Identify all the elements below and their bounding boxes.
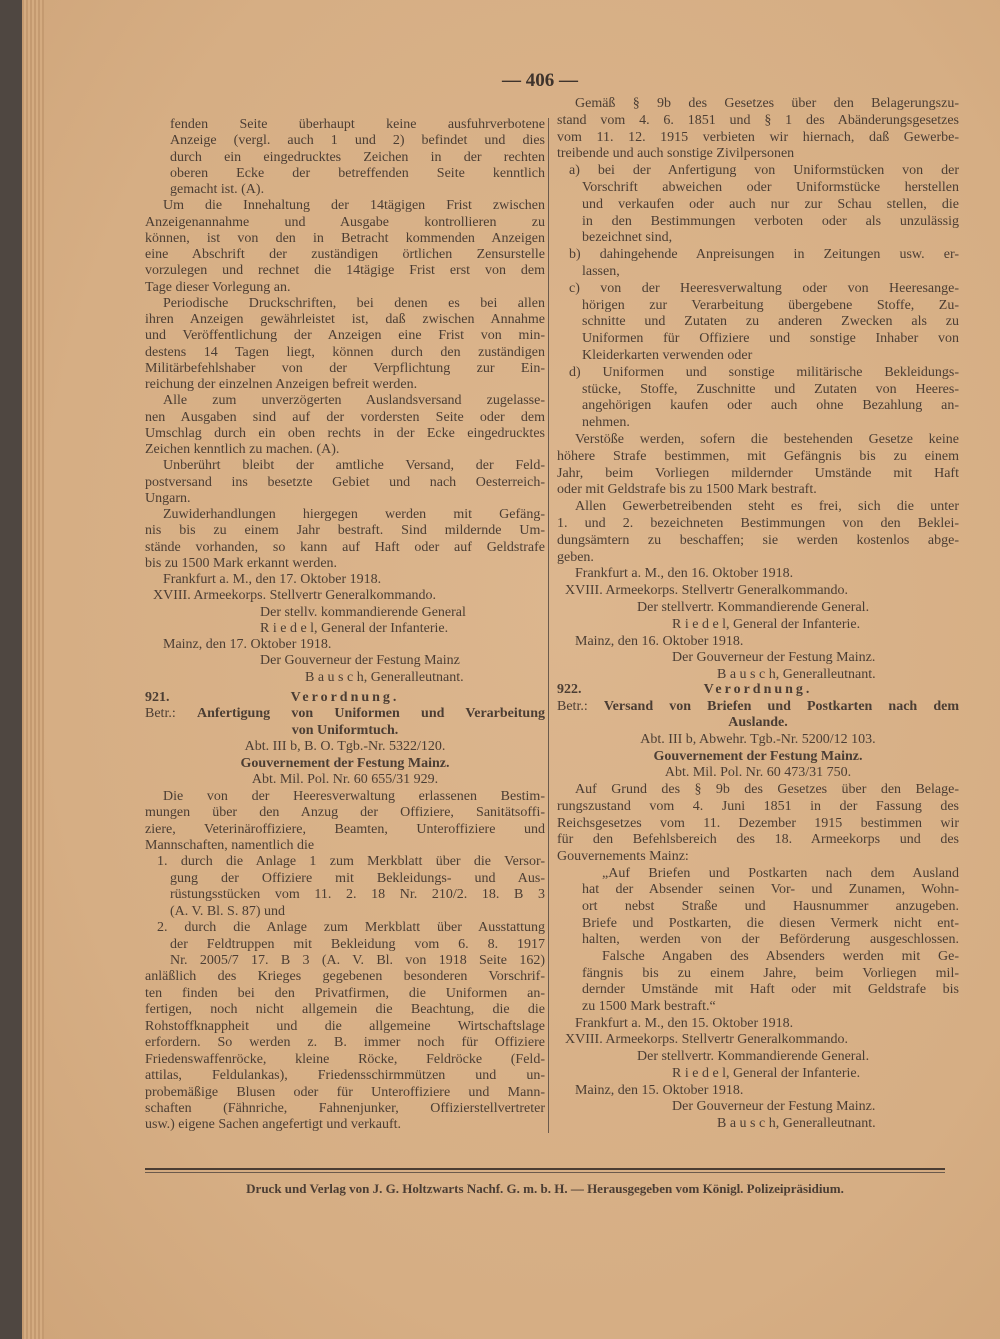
subject-line <box>145 706 545 722</box>
subject-prefix: Betr.: <box>557 698 604 714</box>
text-line: Frankfurt a. M., den 16. Oktober 1918. <box>575 566 794 582</box>
text-line: nehmen. <box>582 415 630 431</box>
text-line: „Auf Briefen und Postkarten nach dem Ausland <box>602 865 959 881</box>
text-line: Der Gouverneur der Festung Mainz <box>260 653 460 669</box>
left-column-top <box>145 117 545 686</box>
text-line: Allen Gewerbetreibenden steht es frei, sich die unter <box>575 499 959 515</box>
text-line: postversand ins besetzte Gebiet und nach Oesterreich- <box>145 474 545 490</box>
text-line: erfordern. So werden z. B. immer noch für Offiziere <box>145 1035 545 1051</box>
text-line: Der stellvertr. Kommandierende General. <box>637 1049 870 1065</box>
text-line: und Veröffentlichung der Anzeigen eine Frist von min- <box>145 328 545 344</box>
text-line: nen Ausgaben sind auf der vordersten Seite oder dem <box>145 409 545 425</box>
text-line: ziere, Veterinäroffiziere, Beamten, Unteroffiziere und <box>145 821 545 837</box>
text-line: Mannschaften, namentlich die <box>145 837 315 853</box>
text-line: stücke, Stoffe, Zuschnitte und Zutaten von Heeres- <box>582 381 959 397</box>
text-line: gung der Offiziere mit Bekleidungs- und Aus- <box>170 870 545 886</box>
text-line: vorzulegen und rechnet die 14tägige Frist erst von dem <box>145 263 545 279</box>
text-line: Abt. III b, B. O. Tgb.-Nr. 5322/120. <box>244 739 446 755</box>
text-line: Frankfurt a. M., den 15. Oktober 1918. <box>575 1015 794 1031</box>
text-line: 2. durch die Anlage zum Merkblatt über Ausstattung <box>157 920 545 936</box>
text-line: mungen über den Anzug der Offiziere, Sanitätsoffi- <box>145 805 545 821</box>
text-line: stand vom 4. 6. 1851 und § 1 des Abänderungsgesetzes <box>557 112 959 128</box>
text-line: Nr. 2005/7 17. B 3 (A. V. Bl. von 1918 Seite 162) <box>170 953 545 968</box>
text-line: schaften (Fähnriche, Fahnenjunker, Offizierstellvertreter <box>145 1100 545 1116</box>
text-line: a) bei der Anfertigung von Uniformstücken von der <box>569 163 959 179</box>
text-line: Die von der Heeresverwaltung erlassenen Bestim- <box>163 788 545 804</box>
page-stack-edge <box>22 0 44 1339</box>
text-line: angehörigen kaufen oder auch ohne Bezahlung an- <box>582 398 959 414</box>
text-line: attilas, Feldulankas), Friedensschirmmützen und un- <box>145 1068 545 1084</box>
text-line: Unberührt bleibt der amtliche Versand, der Feld- <box>163 458 545 474</box>
text-line: Gouvernement der Festung Mainz. <box>653 748 863 764</box>
text-line: fertigen, noch nicht allgemein die Beachtung, die die <box>145 1002 545 1018</box>
text-line: (A. V. Bl. S. 87) und <box>170 903 286 919</box>
text-line: durch ein eingedrucktes Zeichen in der rechten <box>170 149 545 165</box>
imprint-footer: Druck und Verlag von J. G. Holtzwarts Nachf. G. m. b. H. — Herausgegeben vom Königl. Polizeipräsidium. <box>246 1181 844 1196</box>
text-line: Alle zum unverzögerten Auslandsversand zugelasse- <box>163 393 545 409</box>
subject-text: Versand von Briefen und Postkarten nach dem <box>603 698 959 714</box>
subject-line <box>557 699 959 716</box>
text-line: Kleiderkarten verwenden oder <box>582 347 753 363</box>
text-line: Anzeige (vergl. auch 1 und 2) befindet und dies <box>170 133 545 149</box>
text-line: in den Bestimmungen verboten oder als unzulässig <box>582 213 959 229</box>
text-line: XVIII. Armeekorps. Stellvertr Generalkommando. <box>565 583 849 599</box>
text-line: halten, werden von der Beförderung ausgeschlossen. <box>582 932 959 948</box>
text-line: Mainz, den 17. Oktober 1918. <box>163 637 332 652</box>
text-line: Abt. III b, Abwehr. Tgb.-Nr. 5200/12 103. <box>640 732 876 748</box>
text-line: gemacht ist. (A). <box>170 182 265 197</box>
text-line: Auslande. <box>728 715 788 731</box>
text-line: ten finden bei den Privatfirmen, die Uniformen an- <box>145 985 545 1001</box>
text-line: Frankfurt a. M., den 17. Oktober 1918. <box>163 572 382 587</box>
text-line: lassen, <box>582 263 620 279</box>
text-line: Umschlag durch ein oben rechts in der Ecke eingedrucktes <box>145 425 545 441</box>
text-line: Gemäß § 9b des Gesetzes über den Belagerungszu- <box>575 96 959 111</box>
page-number: — 406 — <box>502 70 578 91</box>
text-line: schnitte und Zutaten zu anderen Zwecken als zu <box>582 314 959 330</box>
text-line: Der Gouverneur der Festung Mainz. <box>672 650 876 666</box>
text-line: Anzeigenannahme und Ausgabe kontrollieren zu <box>145 214 545 230</box>
text-line: rüstungsstücken vom 11. 2. 18 Nr. 210/2. 18. B 3 <box>170 887 545 903</box>
text-line: rungszustand vom 4. Juni 1851 in der Fassung des <box>557 798 959 814</box>
text-line: Periodische Druckschriften, bei denen es bei allen <box>163 295 545 311</box>
text-line: ihren Anzeigen gewährleistet ist, daß zwischen Annahme <box>145 312 545 327</box>
text-line: probemäßige Blusen oder für Unteroffiziere und Mann- <box>145 1084 545 1100</box>
text-line: und verkaufen oder auch nur zur Schau stellen, die <box>582 196 959 212</box>
text-line: treibende und auch sonstige Zivilpersonen <box>557 146 795 162</box>
subject-prefix: Betr.: <box>145 706 197 722</box>
text-line: B a u s c h, Generalleutnant. <box>717 1115 876 1131</box>
right-column-top <box>557 96 959 684</box>
text-line: XVIII. Armeekorps. Stellvertr Generalkommando. <box>153 588 437 604</box>
right-column-ordinance-922 <box>557 682 959 1133</box>
text-line: b) dahingehende Anpreisungen in Zeitungen usw. er- <box>569 247 959 263</box>
text-line: Auf Grund des § 9b des Gesetzes über den Belage- <box>575 782 959 798</box>
text-line: Mainz, den 16. Oktober 1918. <box>575 633 744 649</box>
text-line: dernder Umstände mit Haft oder mit Geldstrafe bis <box>582 982 959 998</box>
text-line: hat der Absender seinen Vor- und Zunamen, Wohn- <box>582 882 959 898</box>
text-line: Friedenswaffenröcke, kleine Röcke, Feldröcke (Feld- <box>145 1051 545 1067</box>
text-line: von Uniformtuch. <box>291 722 399 738</box>
footer-rule <box>145 1168 945 1170</box>
text-line: dungsämtern zu beschaffen; sie werden kostenlos abge- <box>557 532 959 548</box>
text-line: usw.) eigene Sachen angefertigt und verkauft. <box>145 1117 402 1133</box>
text-line: Briefe und Postkarten, die diesen Vermerk nicht ent- <box>582 915 959 931</box>
text-line: destens 14 Tagen liegt, können durch den zuständigen <box>145 344 545 360</box>
text-line: Vorschrift abweichen oder Uniformstücke herstellen <box>582 179 959 195</box>
text-line: oder mit Geldstrafe bis zu 1500 Mark bestraft. <box>557 482 817 498</box>
text-line: höhere Strafe bestimmen, mit Gefängnis bis zu einem <box>557 448 959 464</box>
text-line: Abt. Mil. Pol. Nr. 60 655/31 929. <box>251 772 439 788</box>
column-divider <box>548 118 549 1133</box>
text-line: Zuwiderhandlungen hiergegen werden mit Gefäng- <box>163 507 545 522</box>
text-line: Rohstoffknappheit und die allgemeine Wirtschaftslage <box>145 1018 545 1034</box>
text-line: d) Uniformen und sonstige militärische Bekleidungs- <box>569 364 959 380</box>
text-line: Verstöße werden, sofern die bestehenden Gesetze keine <box>575 431 959 447</box>
text-line: der Feldtruppen mit Bekleidung vom 6. 8. 1917 <box>170 936 545 952</box>
text-line: Der stellv. kommandierende General <box>260 604 466 620</box>
text-line: oberen Ecke der betreffenden Seite kenntlich <box>170 165 545 181</box>
text-line: Gouvernements Mainz: <box>557 848 689 864</box>
text-line: fenden Seite überhaupt keine ausfuhrverbotene <box>170 117 545 132</box>
text-line: Jahr, beim Vorliegen mildernder Umstände mit Haft <box>557 465 959 481</box>
footer-rule-thin <box>145 1172 945 1173</box>
text-line: eine Abschrift der zuständigen örtlichen Zensurstelle <box>145 247 545 262</box>
text-line: 1. und 2. bezeichneten Bestimmungen von den Beklei- <box>557 515 959 531</box>
subject-text: Anfertigung von Uniformen und Verarbeitung <box>197 706 545 722</box>
text-line: Um die Innehaltung der 14tägigen Frist zwischen <box>163 198 545 214</box>
text-line: Militärbefehlshaber von der Verpflichtung zur Ein- <box>145 360 545 376</box>
text-line: R i e d e l, General der Infanterie. <box>672 1065 861 1081</box>
text-line: stände vorhanden, so kann auf Haft oder auf Geldstrafe <box>145 539 545 555</box>
text-line: B a u s c h, Generalleutnant. <box>717 667 876 683</box>
text-line: Mainz, den 15. Oktober 1918. <box>575 1082 744 1098</box>
left-column-ordinance-921 <box>145 690 545 1134</box>
text-line: Gouvernement der Festung Mainz. <box>240 755 450 771</box>
book-spine-edge <box>0 0 22 1339</box>
text-line: c) von der Heeresverwaltung oder von Heeresange- <box>569 280 959 296</box>
text-line: R i e d e l, General der Infanterie. <box>672 616 861 632</box>
text-line: anläßlich des Krieges gegebenen besonderen Vorschrif- <box>145 969 545 985</box>
text-line: Zeichen kenntlich zu machen. (A). <box>145 442 340 457</box>
text-line: geben. <box>557 549 594 565</box>
text-line: 1. durch die Anlage 1 zum Merkblatt über die Versor- <box>157 854 545 870</box>
ordinance-title: Verordnung. <box>290 690 400 705</box>
text-line: Ungarn. <box>145 490 191 506</box>
text-line: bis zu 1500 Mark erkannt werden. <box>145 555 338 571</box>
text-line: nis bis zu einem Jahr bestraft. Sind mildernde Um- <box>145 523 545 539</box>
ordinance-number: 921. <box>145 690 170 705</box>
ordinance-title: Verordnung. <box>703 682 813 697</box>
text-line: R i e d e l, General der Infanterie. <box>260 620 449 636</box>
text-line: können, ist von den in Betracht kommenden Anzeigen <box>145 230 545 246</box>
ordinance-heading <box>557 682 959 699</box>
text-line: Der stellvertr. Kommandierende General. <box>637 599 870 615</box>
text-line: XVIII. Armeekorps. Stellvertr Generalkommando. <box>565 1032 849 1048</box>
text-line: Reichsgesetzes vom 11. Dezember 1915 bestimmen wir <box>557 815 959 831</box>
text-line: fängnis bis zu einem Jahre, beim Vorliegen mil- <box>582 965 959 981</box>
text-line: Uniformen für Offiziere und sonstige Inhaber von <box>582 331 959 347</box>
ordinance-number: 922. <box>557 682 582 697</box>
text-line: vom 11. 12. 1915 verbieten wir hiernach, daß Gewerbe- <box>557 129 959 145</box>
text-line: zu 1500 Mark bestraft.“ <box>582 999 716 1015</box>
text-line: Der Gouverneur der Festung Mainz. <box>672 1099 876 1115</box>
text-line: für den Befehlsbereich des 18. Armeekorps und des <box>557 832 959 848</box>
text-line: Falsche Angaben des Absenders werden mit Ge- <box>602 949 959 964</box>
text-line: Tage dieser Vorlegung an. <box>145 279 291 295</box>
text-line: Abt. Mil. Pol. Nr. 60 473/31 750. <box>664 765 852 781</box>
text-line: hörigen zur Verarbeitung übergebene Stoffe, Zu- <box>582 297 959 313</box>
text-line: bezeichnet sind, <box>582 230 673 246</box>
ordinance-heading <box>145 690 545 706</box>
text-line: reichung der einzelnen Anzeigen befreit werden. <box>145 377 418 392</box>
text-line: ort nebst Straße und Hausnummer anzugeben. <box>582 898 959 914</box>
text-line: B a u s c h, Generalleutnant. <box>305 669 464 685</box>
